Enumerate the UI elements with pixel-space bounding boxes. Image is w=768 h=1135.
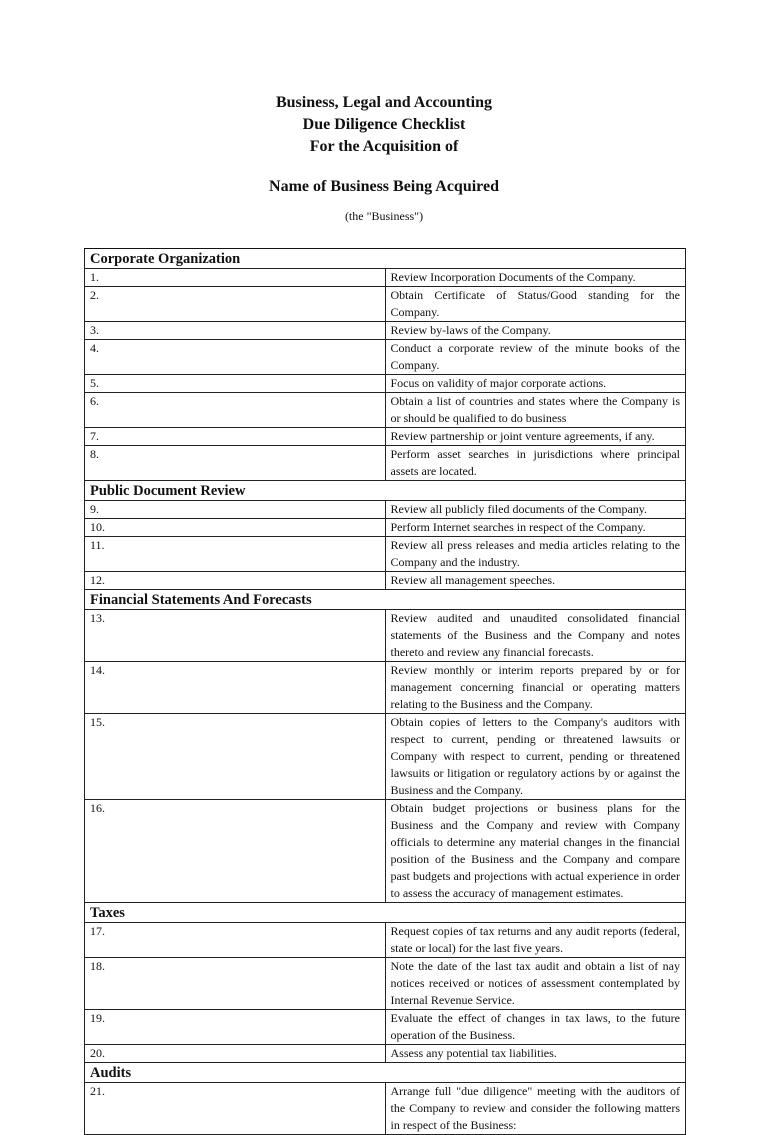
item-number: 6. <box>85 393 386 428</box>
checklist-row <box>85 610 686 662</box>
item-text: Review all publicly filed documents of the Company. <box>385 501 686 519</box>
item-number: 12. <box>85 572 386 590</box>
item-number: 1. <box>85 269 386 287</box>
business-subtitle: (the "Business") <box>344 209 424 223</box>
item-number: 8. <box>85 446 386 481</box>
item-number: 2. <box>85 287 386 322</box>
checklist-row <box>85 1083 686 1135</box>
checklist-row <box>85 428 686 446</box>
item-text: Review audited and unaudited consolidated financial statements of the Business and the Company and notes thereto and review any financial forecasts. <box>385 610 686 662</box>
checklist-row <box>85 340 686 375</box>
item-text: Focus on validity of major corporate actions. <box>385 375 686 393</box>
checklist-table <box>84 248 686 1135</box>
title-line-1: Business, Legal and Accounting <box>275 94 493 111</box>
item-text: Obtain copies of letters to the Company's auditors with respect to current, pending or threatened lawsuits or Company with respect to current, pending or threatened lawsuits or litigation or regulatory actions by or against the Business and the Company. <box>385 714 686 800</box>
item-text: Request copies of tax returns and any audit reports (federal, state or local) for the last five years. <box>385 923 686 958</box>
item-number: 17. <box>85 923 386 958</box>
title-line-2: Due Diligence Checklist <box>302 116 466 133</box>
item-text: Obtain budget projections or business plans for the Business and the Company and review with Company officials to determine any material changes in the financial position of the Business and the Company and compare past budgets and projections with actual experience in order to assess the accuracy of management estimates. <box>385 800 686 903</box>
item-number: 7. <box>85 428 386 446</box>
checklist-row <box>85 393 686 428</box>
item-text: Perform asset searches in jurisdictions where principal assets are located. <box>385 446 686 481</box>
item-text: Note the date of the last tax audit and obtain a list of nay notices received or notices of assessment contemplated by Internal Revenue Service. <box>385 958 686 1010</box>
item-number: 14. <box>85 662 386 714</box>
item-number: 18. <box>85 958 386 1010</box>
checklist-row <box>85 269 686 287</box>
checklist-row <box>85 800 686 903</box>
item-number: 15. <box>85 714 386 800</box>
item-number: 13. <box>85 610 386 662</box>
checklist-row <box>85 537 686 572</box>
item-text: Obtain a list of countries and states where the Company is or should be qualified to do business <box>385 393 686 428</box>
item-text: Obtain Certificate of Status/Good standing for the Company. <box>385 287 686 322</box>
checklist-row <box>85 287 686 322</box>
item-text: Perform Internet searches in respect of the Company. <box>385 519 686 537</box>
item-number: 9. <box>85 501 386 519</box>
item-text: Assess any potential tax liabilities. <box>385 1045 686 1063</box>
item-number: 5. <box>85 375 386 393</box>
item-number: 10. <box>85 519 386 537</box>
checklist-row <box>85 1010 686 1045</box>
checklist-row <box>85 322 686 340</box>
item-text: Review all press releases and media articles relating to the Company and the industry. <box>385 537 686 572</box>
checklist-row <box>85 662 686 714</box>
item-number: 19. <box>85 1010 386 1045</box>
checklist-row <box>85 714 686 800</box>
item-text: Arrange full "due diligence" meeting with the auditors of the Company to review and consider the following matters in respect of the Business: <box>385 1083 686 1135</box>
checklist-row <box>85 501 686 519</box>
checklist-row <box>85 572 686 590</box>
item-text: Review Incorporation Documents of the Company. <box>385 269 686 287</box>
section-heading: Audits <box>85 1063 686 1083</box>
title-block <box>0 92 768 224</box>
item-text: Review all management speeches. <box>385 572 686 590</box>
item-number: 20. <box>85 1045 386 1063</box>
item-number: 16. <box>85 800 386 903</box>
checklist-row <box>85 1045 686 1063</box>
item-number: 21. <box>85 1083 386 1135</box>
item-number: 4. <box>85 340 386 375</box>
section-heading: Corporate Organization <box>85 249 686 269</box>
item-number: 3. <box>85 322 386 340</box>
item-text: Review by-laws of the Company. <box>385 322 686 340</box>
section-heading: Financial Statements And Forecasts <box>85 590 686 610</box>
title-line-3: For the Acquisition of <box>309 138 459 155</box>
item-text: Review partnership or joint venture agreements, if any. <box>385 428 686 446</box>
checklist-row <box>85 958 686 1010</box>
section-heading: Public Document Review <box>85 481 686 501</box>
checklist-row <box>85 519 686 537</box>
section-heading: Taxes <box>85 903 686 923</box>
item-text: Review monthly or interim reports prepared by or for management concerning financial or operating matters relating to the Business and the Company. <box>385 662 686 714</box>
item-number: 11. <box>85 537 386 572</box>
checklist-row <box>85 375 686 393</box>
item-text: Conduct a corporate review of the minute books of the Company. <box>385 340 686 375</box>
business-name: Name of Business Being Acquired <box>269 178 499 195</box>
checklist-row <box>85 446 686 481</box>
checklist-row <box>85 923 686 958</box>
item-text: Evaluate the effect of changes in tax laws, to the future operation of the Business. <box>385 1010 686 1045</box>
